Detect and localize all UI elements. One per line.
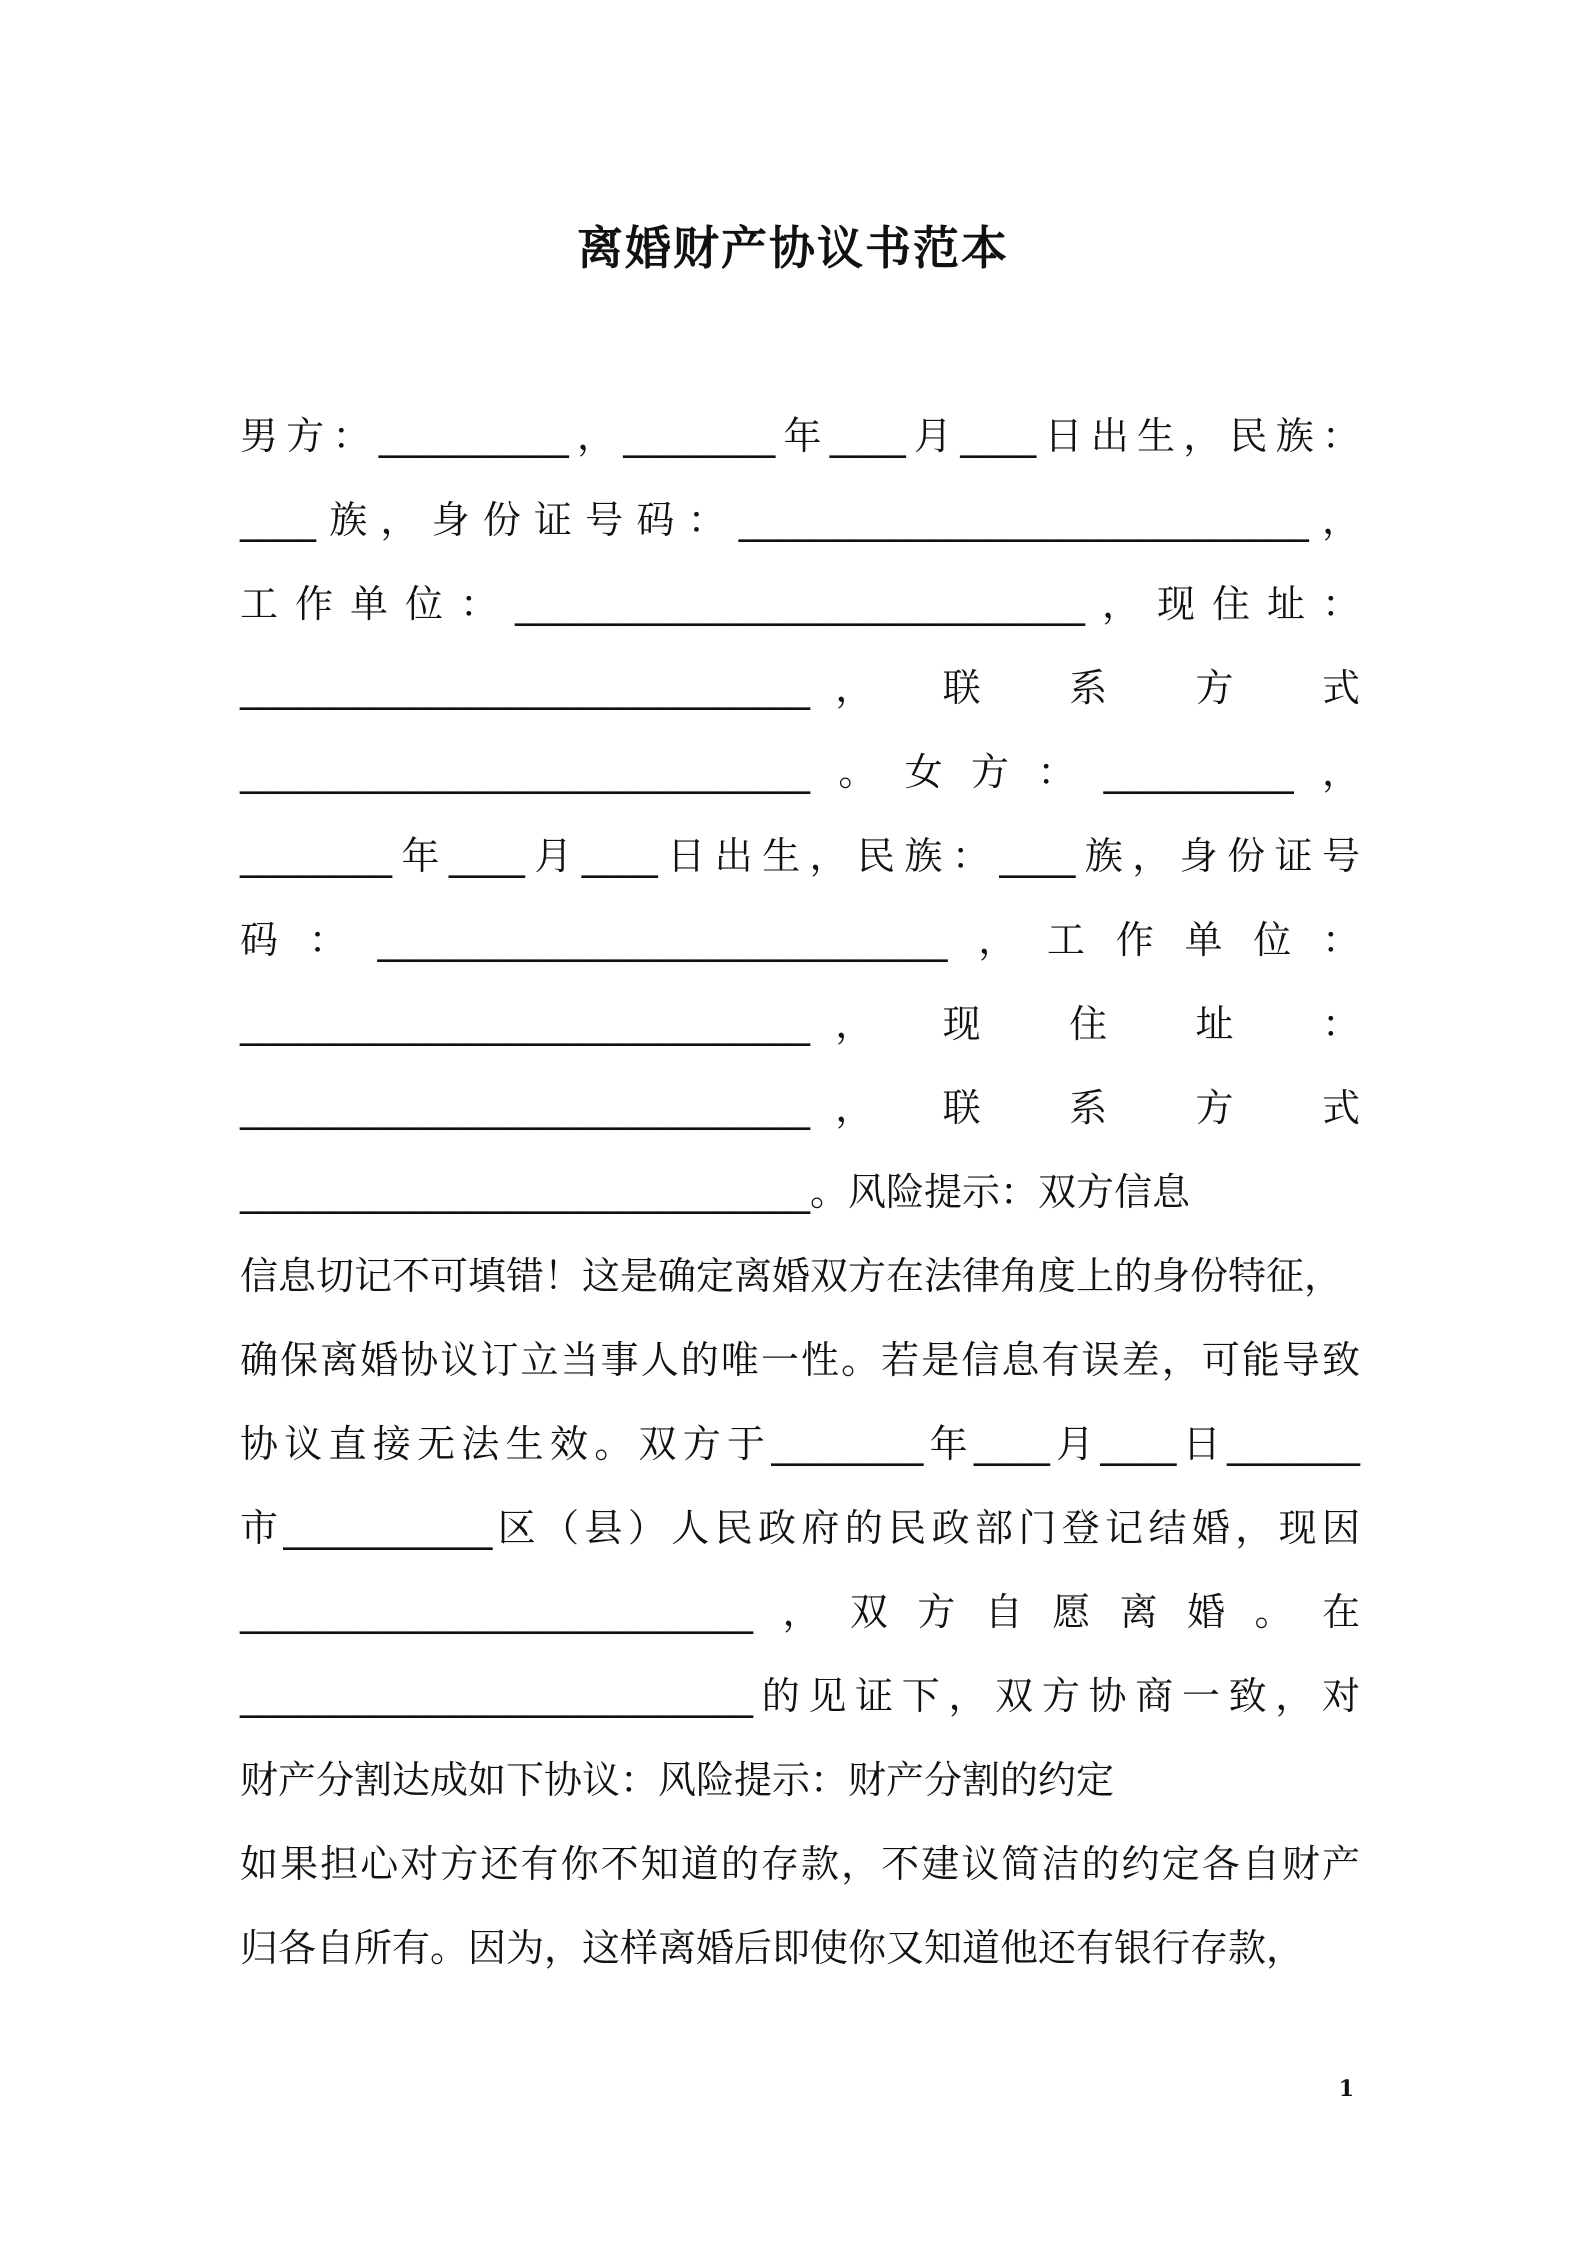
text-line: ____族，身份证号码：______________________________，: [240, 498, 1360, 542]
text-line: ______________________________。风险提示：双方信息: [240, 1170, 1191, 1214]
text-line: 确保离婚协议订立当事人的唯一性。若是信息有误差，可能导致: [240, 1338, 1360, 1382]
text-line: ______________________________。女方：__________，: [240, 750, 1360, 794]
text-line: 码：______________________________，工作单位：: [240, 918, 1360, 962]
document-title: 离婚财产协议书范本: [577, 221, 1009, 275]
text-line: ______________________________， 现 住 址 ：: [240, 1002, 1360, 1046]
text-line: 归各自所有。因为，这样离婚后即使你又知道他还有银行存款，: [240, 1926, 1305, 1970]
text-line: 信息切记不可填错！这是确定离婚双方在法律角度上的身份特征，: [240, 1254, 1343, 1298]
text-line: 财产分割达成如下协议：风险提示：财产分割的约定: [240, 1758, 1115, 1802]
text-line: ______________________________， 联 系 方 式: [240, 666, 1360, 710]
text-line: 协议直接无法生效。双方于________年____月____日_______: [240, 1422, 1360, 1466]
text-line: 工作单位：______________________________，现住址：: [240, 582, 1360, 626]
page-number: 1: [1338, 2076, 1354, 2102]
text-line: ___________________________的见证下，双方协商一致，对: [240, 1674, 1360, 1718]
text-line: 男方：__________，________年____月____日出生，民族：: [240, 414, 1360, 458]
text-line: ______________________________， 联 系 方 式: [240, 1086, 1360, 1130]
text-line: 市___________区（县）人民政府的民政部门登记结婚，现因: [240, 1506, 1360, 1550]
text-line: 如果担心对方还有你不知道的存款，不建议简洁的约定各自财产: [240, 1842, 1360, 1886]
text-line: ________年____月____日出生，民族：____族，身份证号: [240, 834, 1360, 878]
text-line: ___________________________，双方自愿离婚。在: [240, 1590, 1360, 1634]
